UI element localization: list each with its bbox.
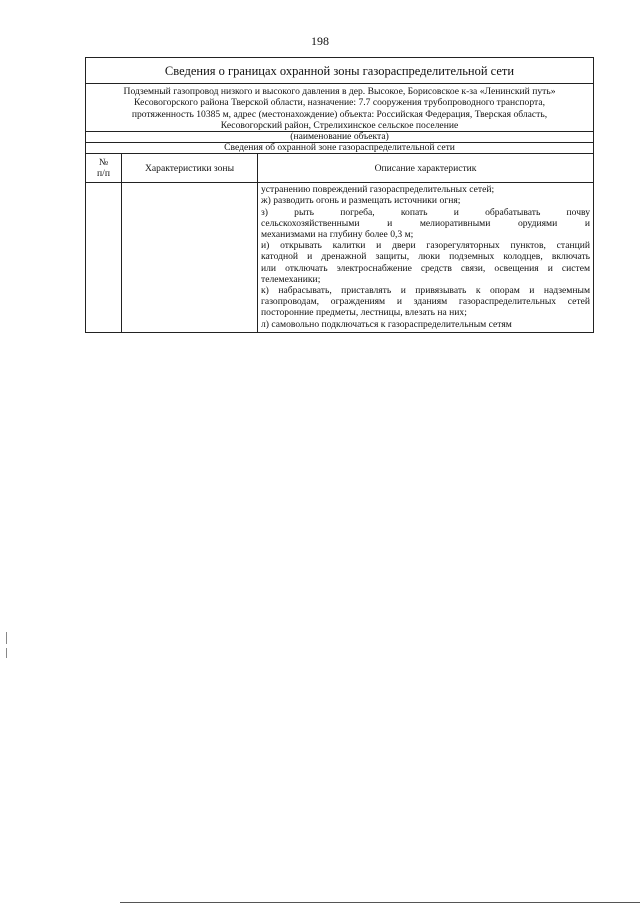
description-line: устранению повреждений газораспределительных сетей; [261,184,495,196]
description-line: катодной и дренажной защиты, люки подземных колодцев, включать [261,251,591,263]
object-description-line: Кесовогорского района Тверской области, назначение: 7.7 сооружения трубопроводного транспорта, [134,97,545,109]
description-line: телемеханики; [261,273,321,285]
cell-description [258,183,594,333]
object-description-line: Подземный газопровод низкого и высокого давления в дер. Высокое, Борисовское к-за «Ленинский путь» [123,86,556,97]
cell-characteristics [122,183,258,333]
object-description-line: протяженность 10385 м, адрес (местонахождение) объекта: Российская Федерация, Тверская область, [131,108,548,120]
description-line: з) рыть погреба, копать и обрабатывать почву [261,206,591,218]
scan-mark [6,632,7,644]
scan-mark [6,648,7,658]
description-line: сельскохозяйственными и мелиоративными орудиями и [261,217,591,229]
description-line: газопроводам, ограждениям и зданиям газораспределительных сетей [261,296,591,308]
object-caption: (наименование объекта) [86,132,594,143]
table-title: Сведения о границах охранной зоны газораспределительной сети [86,58,594,84]
description-line: л) самовольно подключаться к газораспределительным сетям [261,318,512,330]
description-line: или отключать электроснабжение средств связи, освещения и систем [261,262,591,274]
column-header-number [86,154,122,183]
scan-edge-line [120,902,640,903]
description-line: механизмами на глубину более 0,3 м; [261,229,414,240]
cell-number [86,183,122,333]
section-heading: Сведения об охранной зоне газораспределительной сети [86,143,594,154]
object-description [86,84,594,132]
description-line: ж) разводить огонь и размещать источники огня; [261,195,461,207]
object-description-line: Кесовогорский район, Стрелихинское сельское поселение [220,119,459,131]
column-header-number-symbol: № [98,157,109,169]
table-row [86,183,594,333]
description-line: и) открывать калитки и двери газорегуляторных пунктов, станций [261,240,591,252]
column-header-characteristics: Характеристики зоны [122,154,258,183]
description-line: посторонние предметы, лестницы, влезать на них; [261,307,467,319]
page-number: 198 [311,34,329,48]
column-header-number-abbr: п/п [97,168,110,180]
column-header-description: Описание характеристик [258,154,594,183]
description-line: к) набрасывать, приставлять и привязывать к опорам и надземным [261,285,591,297]
zone-info-table [85,57,594,333]
